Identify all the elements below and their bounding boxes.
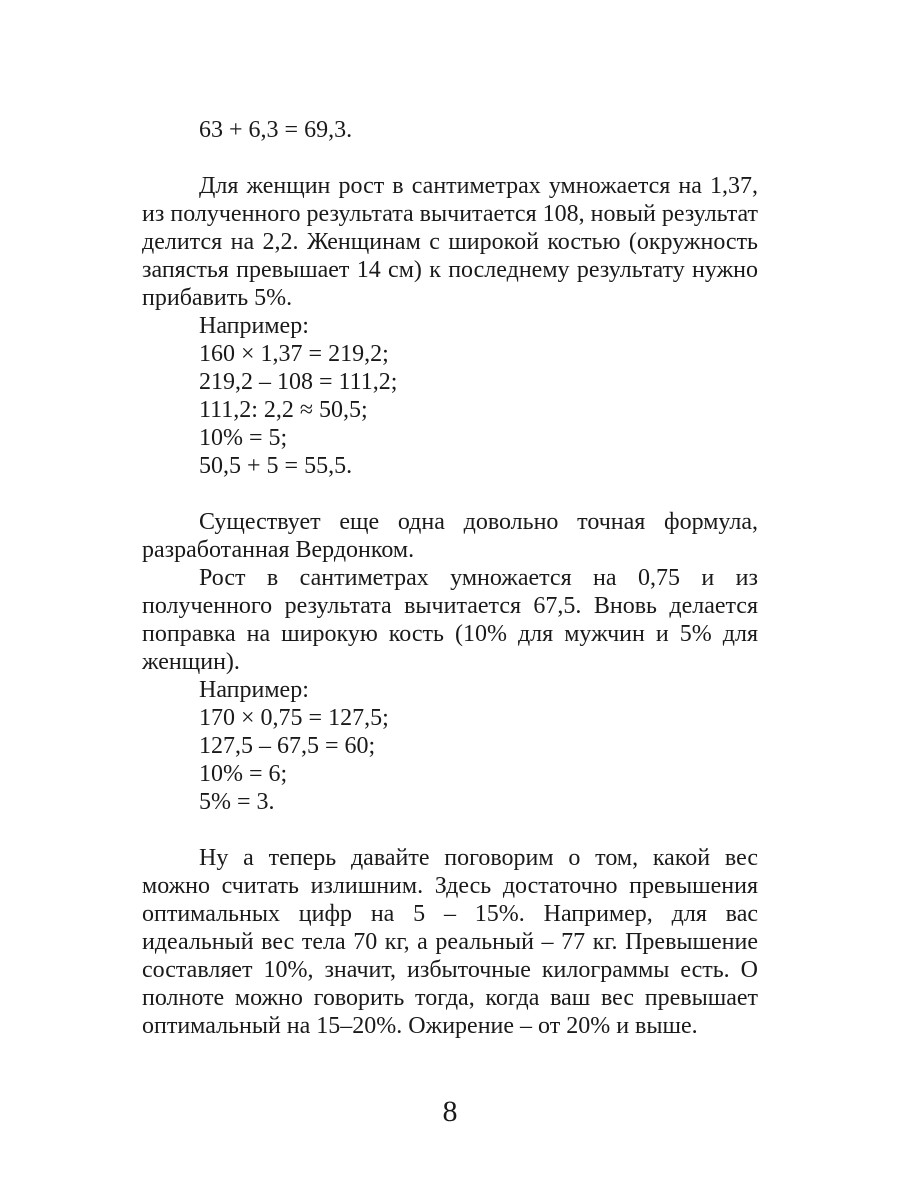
spacer [142, 144, 758, 172]
women-example-line: 219,2 – 108 = 111,2; [199, 369, 398, 395]
verdonk-formula-paragraph: Рост в сантиметрах умножается на 0,75 и из полученного результата вычитается 67,5. Вновь делается поправка на широкую кость (10% для мужчин и 5% для женщин). [142, 565, 758, 675]
spacer [142, 816, 758, 844]
spacer [142, 480, 758, 508]
page-number: 8 [442, 1095, 458, 1128]
verdonk-example-line: 127,5 – 67,5 = 60; [199, 733, 376, 759]
verdonk-example-line: 170 × 0,75 = 127,5; [199, 705, 389, 731]
women-example-line: 10% = 5; [199, 425, 288, 451]
verdonk-example-line: 10% = 6; [199, 761, 288, 787]
women-formula-paragraph: Для женщин рост в сантиметрах умножается на 1,37, из полученного результата вычитается 108, новый результат делится на 2,2. Женщинам с широкой костью (окружность запястья превышает 14 см) к последнему результату нужно прибавить 5%. [142, 173, 758, 311]
verdonk-example-line: 5% = 3. [199, 789, 275, 815]
page-text [142, 116, 758, 1040]
verdonk-example-label: Например: [199, 677, 309, 703]
women-example-line: 111,2: 2,2 ≈ 50,5; [199, 397, 368, 423]
verdonk-intro-paragraph: Существует еще одна довольно точная формула, разработанная Вердонком. [142, 509, 758, 563]
women-example-line: 160 × 1,37 = 219,2; [199, 341, 389, 367]
calculation-result-line: 63 + 6,3 = 69,3. [199, 117, 353, 143]
women-example-label: Например: [199, 313, 309, 339]
excess-weight-paragraph: Ну а теперь давайте поговорим о том, какой вес можно считать излишним. Здесь достаточно превышения оптимальных цифр на 5 – 15%. Например, для вас идеальный вес тела 70 кг, а реальный – 77 кг. Превышение составляет 10%, значит, избыточные килограммы есть. О полноте можно говорить тогда, когда ваш вес превышает оптимальный на 15–20%. Ожирение – от 20% и выше. [142, 845, 758, 1039]
women-example-line: 50,5 + 5 = 55,5. [199, 453, 353, 479]
